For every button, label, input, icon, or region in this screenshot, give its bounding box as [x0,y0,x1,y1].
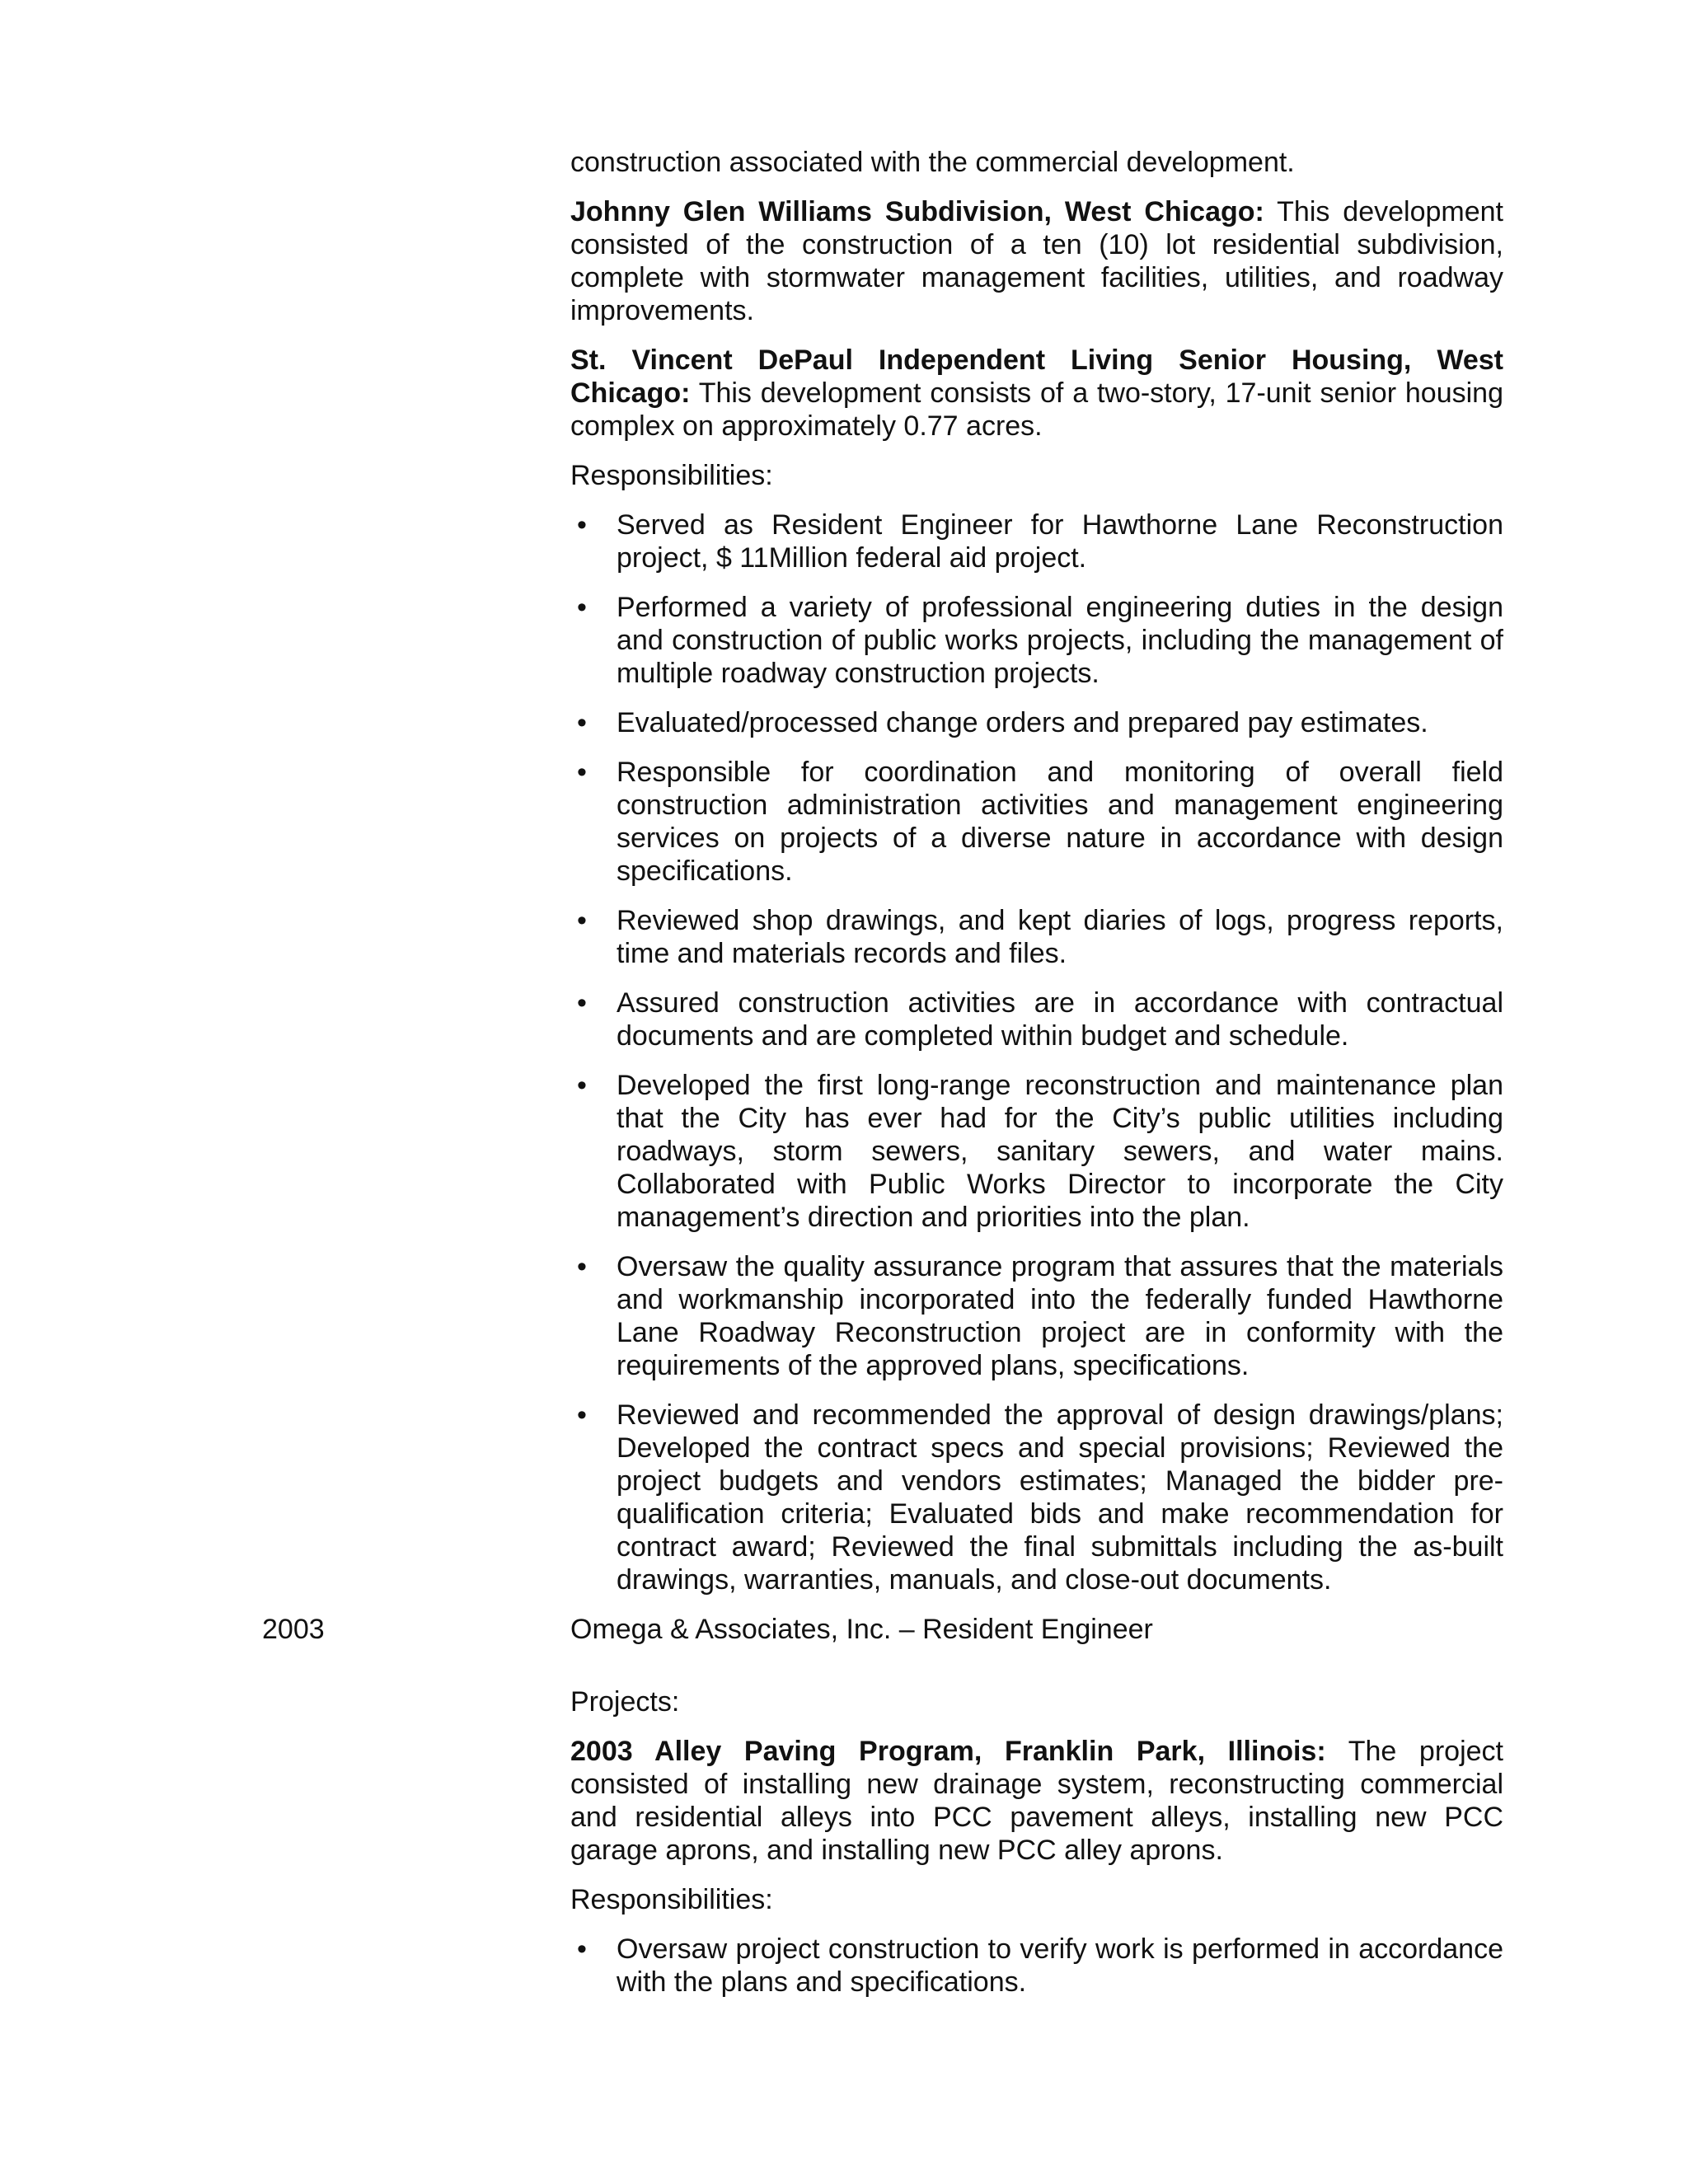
project-title: 2003 Alley Paving Program, Franklin Park, Illinois: [570,1736,1326,1767]
section-omega-job [570,1685,1503,1999]
responsibilities-label: Responsibilities: [570,1884,773,1915]
project-title: Johnny Glen Williams Subdivision, West Chicago: [570,196,1264,227]
list-item [570,706,1503,739]
responsibilities-list [570,1933,1503,1999]
list-item [570,509,1503,574]
list-item [570,591,1503,690]
list-item-text: Reviewed shop drawings, and kept diaries of logs, progress reports, time and materials records and files. [617,905,1503,969]
list-item [570,904,1503,970]
section-continued-job [570,146,1503,1596]
projects-label: Projects: [570,1686,680,1718]
job-year: 2003 [262,1614,325,1645]
project-entry [570,195,1503,327]
continued-line: construction associated with the commercial development. [570,147,1295,178]
project-description: This development consisted of the construction of a ten (10) lot residential subdivision, complete with stormwater management facilities, utilities, and roadway improvements. [570,196,1503,326]
project-entry [570,1735,1503,1867]
list-item [570,987,1503,1052]
bullet-icon: • [577,1933,587,1965]
list-item [570,1250,1503,1382]
responsibilities-label: Responsibilities: [570,460,773,491]
list-item-text: Oversaw project construction to verify work is performed in accordance with the plans and specifications. [617,1933,1503,1998]
project-entry [570,344,1503,443]
list-item-text: Served as Resident Engineer for Hawthorne Lane Reconstruction project, $ 11Million federal aid project. [617,509,1503,574]
project-description: This development consists of a two-story, 17-unit senior housing complex on approximately 0.77 acres. [570,377,1503,442]
bullet-icon: • [577,757,587,788]
bullet-icon: • [577,1070,587,1101]
project-description: The project consisted of installing new drainage system, reconstructing commercial and residential alleys into PCC pavement alleys, installing new PCC garage aprons, and installing new PCC alley aprons. [570,1736,1503,1866]
list-item-text: Reviewed and recommended the approval of design drawings/plans; Developed the contract specs and special provisions; Reviewed the project budgets and vendors estimates; Managed the bidder pre-qualification criteria; Evaluated bids and make recommendation for contract award; Reviewed the final submittals including the as-built drawings, warranties, manuals, and close-out documents. [617,1399,1503,1596]
bullet-icon: • [577,1251,587,1282]
list-item-text: Oversaw the quality assurance program that assures that the materials and workmanship incorporated into the federally funded Hawthorne Lane Roadway Reconstruction project are in conformity with the requirements of the approved plans, specifications. [617,1251,1503,1381]
list-item-text: Evaluated/processed change orders and prepared pay estimates. [617,707,1428,738]
job-title: Omega & Associates, Inc. – Resident Engineer [570,1614,1153,1645]
bullet-icon: • [577,509,587,541]
bullet-icon: • [577,1399,587,1431]
list-item [570,1069,1503,1234]
list-item-text: Performed a variety of professional engineering duties in the design and construction of public works projects, including the management of multiple roadway construction projects. [617,592,1503,689]
list-item-text: Responsible for coordination and monitoring of overall field construction administration activities and management engineering services on projects of a diverse nature in accordance with design specifications. [617,757,1503,887]
list-item-text: Developed the first long-range reconstruction and maintenance plan that the City has ever had for the City’s public utilities including roadways, storm sewers, sanitary sewers, and water mains. Collaborated with Public Works Director to incorporate the City management’s direction and priorities into the plan. [617,1070,1503,1233]
list-item [570,1399,1503,1596]
responsibilities-list [570,509,1503,1596]
list-item-text: Assured construction activities are in accordance with contractual documents and are completed within budget and schedule. [617,987,1503,1052]
list-item [570,1933,1503,1999]
project-title: St. Vincent DePaul Independent Living Senior Housing, West Chicago: [570,344,1503,409]
list-item [570,756,1503,888]
bullet-icon: • [577,707,587,738]
bullet-icon: • [577,592,587,623]
bullet-icon: • [577,987,587,1019]
bullet-icon: • [577,905,587,936]
